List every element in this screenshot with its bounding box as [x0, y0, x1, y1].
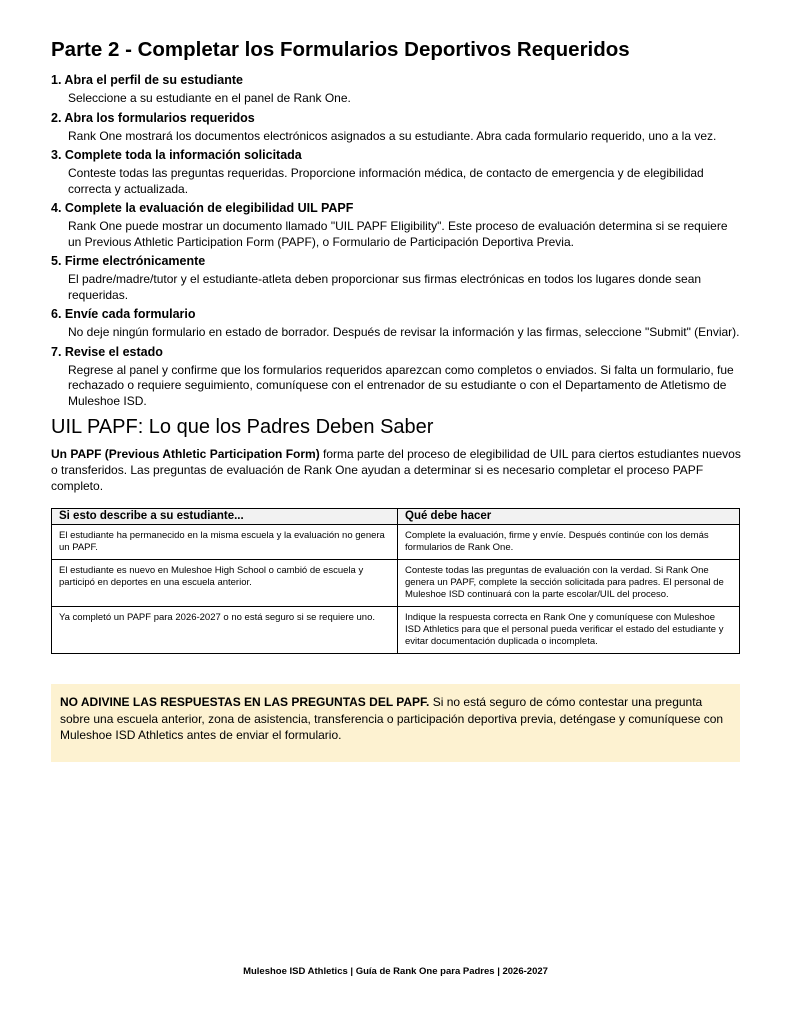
step-body: Rank One mostrará los documentos electrónicos asignados a su estudiante. Abra cada formulario requerido, uno a la vez.: [68, 128, 717, 143]
table-cell: Ya completó un PAPF para 2026-2027 o no está seguro si se requiere uno.: [52, 607, 398, 654]
step-4: [51, 200, 741, 250]
papf-section-title: UIL PAPF: Lo que los Padres Deben Saber: [51, 416, 434, 438]
table-cell: Complete la evaluación, firme y envíe. Después continúe con los demás formularios de Rank One.: [398, 525, 740, 560]
step-body: El padre/madre/tutor y el estudiante-atleta deben proporcionar sus firmas electrónicas en todos los lugares donde sean requeridas.: [68, 272, 702, 302]
step-body: Conteste todas las preguntas requeridas. Proporcione información médica, de contacto de emergencia y de elegibilidad correcta y actualizada.: [68, 166, 704, 196]
step-title: 7. Revise el estado: [51, 344, 163, 359]
step-1: [51, 72, 741, 107]
papf-intro-text: forma parte del proceso de elegibilidad de UIL para ciertos estudiantes nuevos o transferidos. Las preguntas de evaluación de Rank One ayudan a determinar si es necesario completar el proceso PAPF completo.: [51, 447, 741, 493]
table-row: [52, 607, 740, 654]
column-header: Qué debe hacer: [398, 509, 740, 525]
step-body: Regrese al panel y confirme que los formularios requeridos aparezcan como completos o enviados. Si falta un formulario, fue rechazado o requiere seguimiento, comuníquese con el entrenador de su estudiante o con el Departamento de Atletismo de Muleshoe ISD.: [68, 362, 734, 408]
step-5: [51, 253, 741, 303]
papf-intro: [51, 446, 741, 494]
step-title: 2. Abra los formularios requeridos: [51, 110, 255, 125]
page-content: [51, 38, 741, 762]
callout-text: Si no está seguro de cómo contestar una pregunta sobre una escuela anterior, zona de asistencia, transferencia o participación deportiva previa, deténgase y comuníquese con Muleshoe ISD Athletics antes de enviar el formulario.: [60, 695, 724, 742]
papf-table: [51, 508, 740, 654]
page-footer: Muleshoe ISD Athletics | Guía de Rank One para Padres | 2026-2027: [243, 966, 548, 977]
table-row: [52, 560, 740, 607]
step-title: 1. Abra el perfil de su estudiante: [51, 73, 243, 87]
step-title: 4. Complete la evaluación de elegibilidad UIL PAPF: [51, 201, 354, 215]
step-body: Rank One puede mostrar un documento llamado "UIL PAPF Eligibility". Este proceso de evaluación determina si se requiere un Previous Athletic Participation Form (PAPF), o Formulario de Participación Deportiva Previa.: [68, 219, 728, 249]
part2-title: Parte 2 - Completar los Formularios Deportivos Requeridos: [51, 38, 630, 61]
step-6: [51, 306, 741, 341]
papf-intro-bold: Un PAPF (Previous Athletic Participation Form): [51, 447, 320, 461]
warning-callout: [51, 684, 740, 762]
callout-bold: NO ADIVINE LAS RESPUESTAS EN LAS PREGUNTAS DEL PAPF.: [60, 695, 430, 709]
step-2: [51, 110, 741, 145]
table-cell: Indique la respuesta correcta en Rank One y comuníquese con Muleshoe ISD Athletics para que el personal pueda verificar el estado del estudiante y evitar documentación duplicada o incompleta.: [398, 607, 740, 654]
table-cell: El estudiante es nuevo en Muleshoe High School o cambió de escuela y participó en deportes en una escuela anterior.: [52, 560, 398, 607]
step-body: No deje ningún formulario en estado de borrador. Después de revisar la información y las firmas, seleccione "Submit" (Enviar).: [68, 325, 740, 339]
table-cell: Conteste todas las preguntas de evaluación con la verdad. Si Rank One genera un PAPF, complete la sección solicitada para padres. El personal de Muleshoe ISD continuará con la parte escolar/UIL del proceso.: [398, 560, 740, 607]
table-header-row: [52, 509, 740, 525]
table-row: [52, 525, 740, 560]
step-title: 3. Complete toda la información solicitada: [51, 148, 302, 162]
table-cell: El estudiante ha permanecido en la misma escuela y la evaluación no genera un PAPF.: [52, 525, 398, 560]
step-title: 6. Envíe cada formulario: [51, 307, 196, 321]
step-3: [51, 147, 741, 197]
step-title: 5. Firme electrónicamente: [51, 254, 206, 268]
step-7: [51, 344, 741, 410]
column-header: Si esto describe a su estudiante...: [52, 509, 398, 525]
step-body: Seleccione a su estudiante en el panel de Rank One.: [68, 91, 351, 105]
